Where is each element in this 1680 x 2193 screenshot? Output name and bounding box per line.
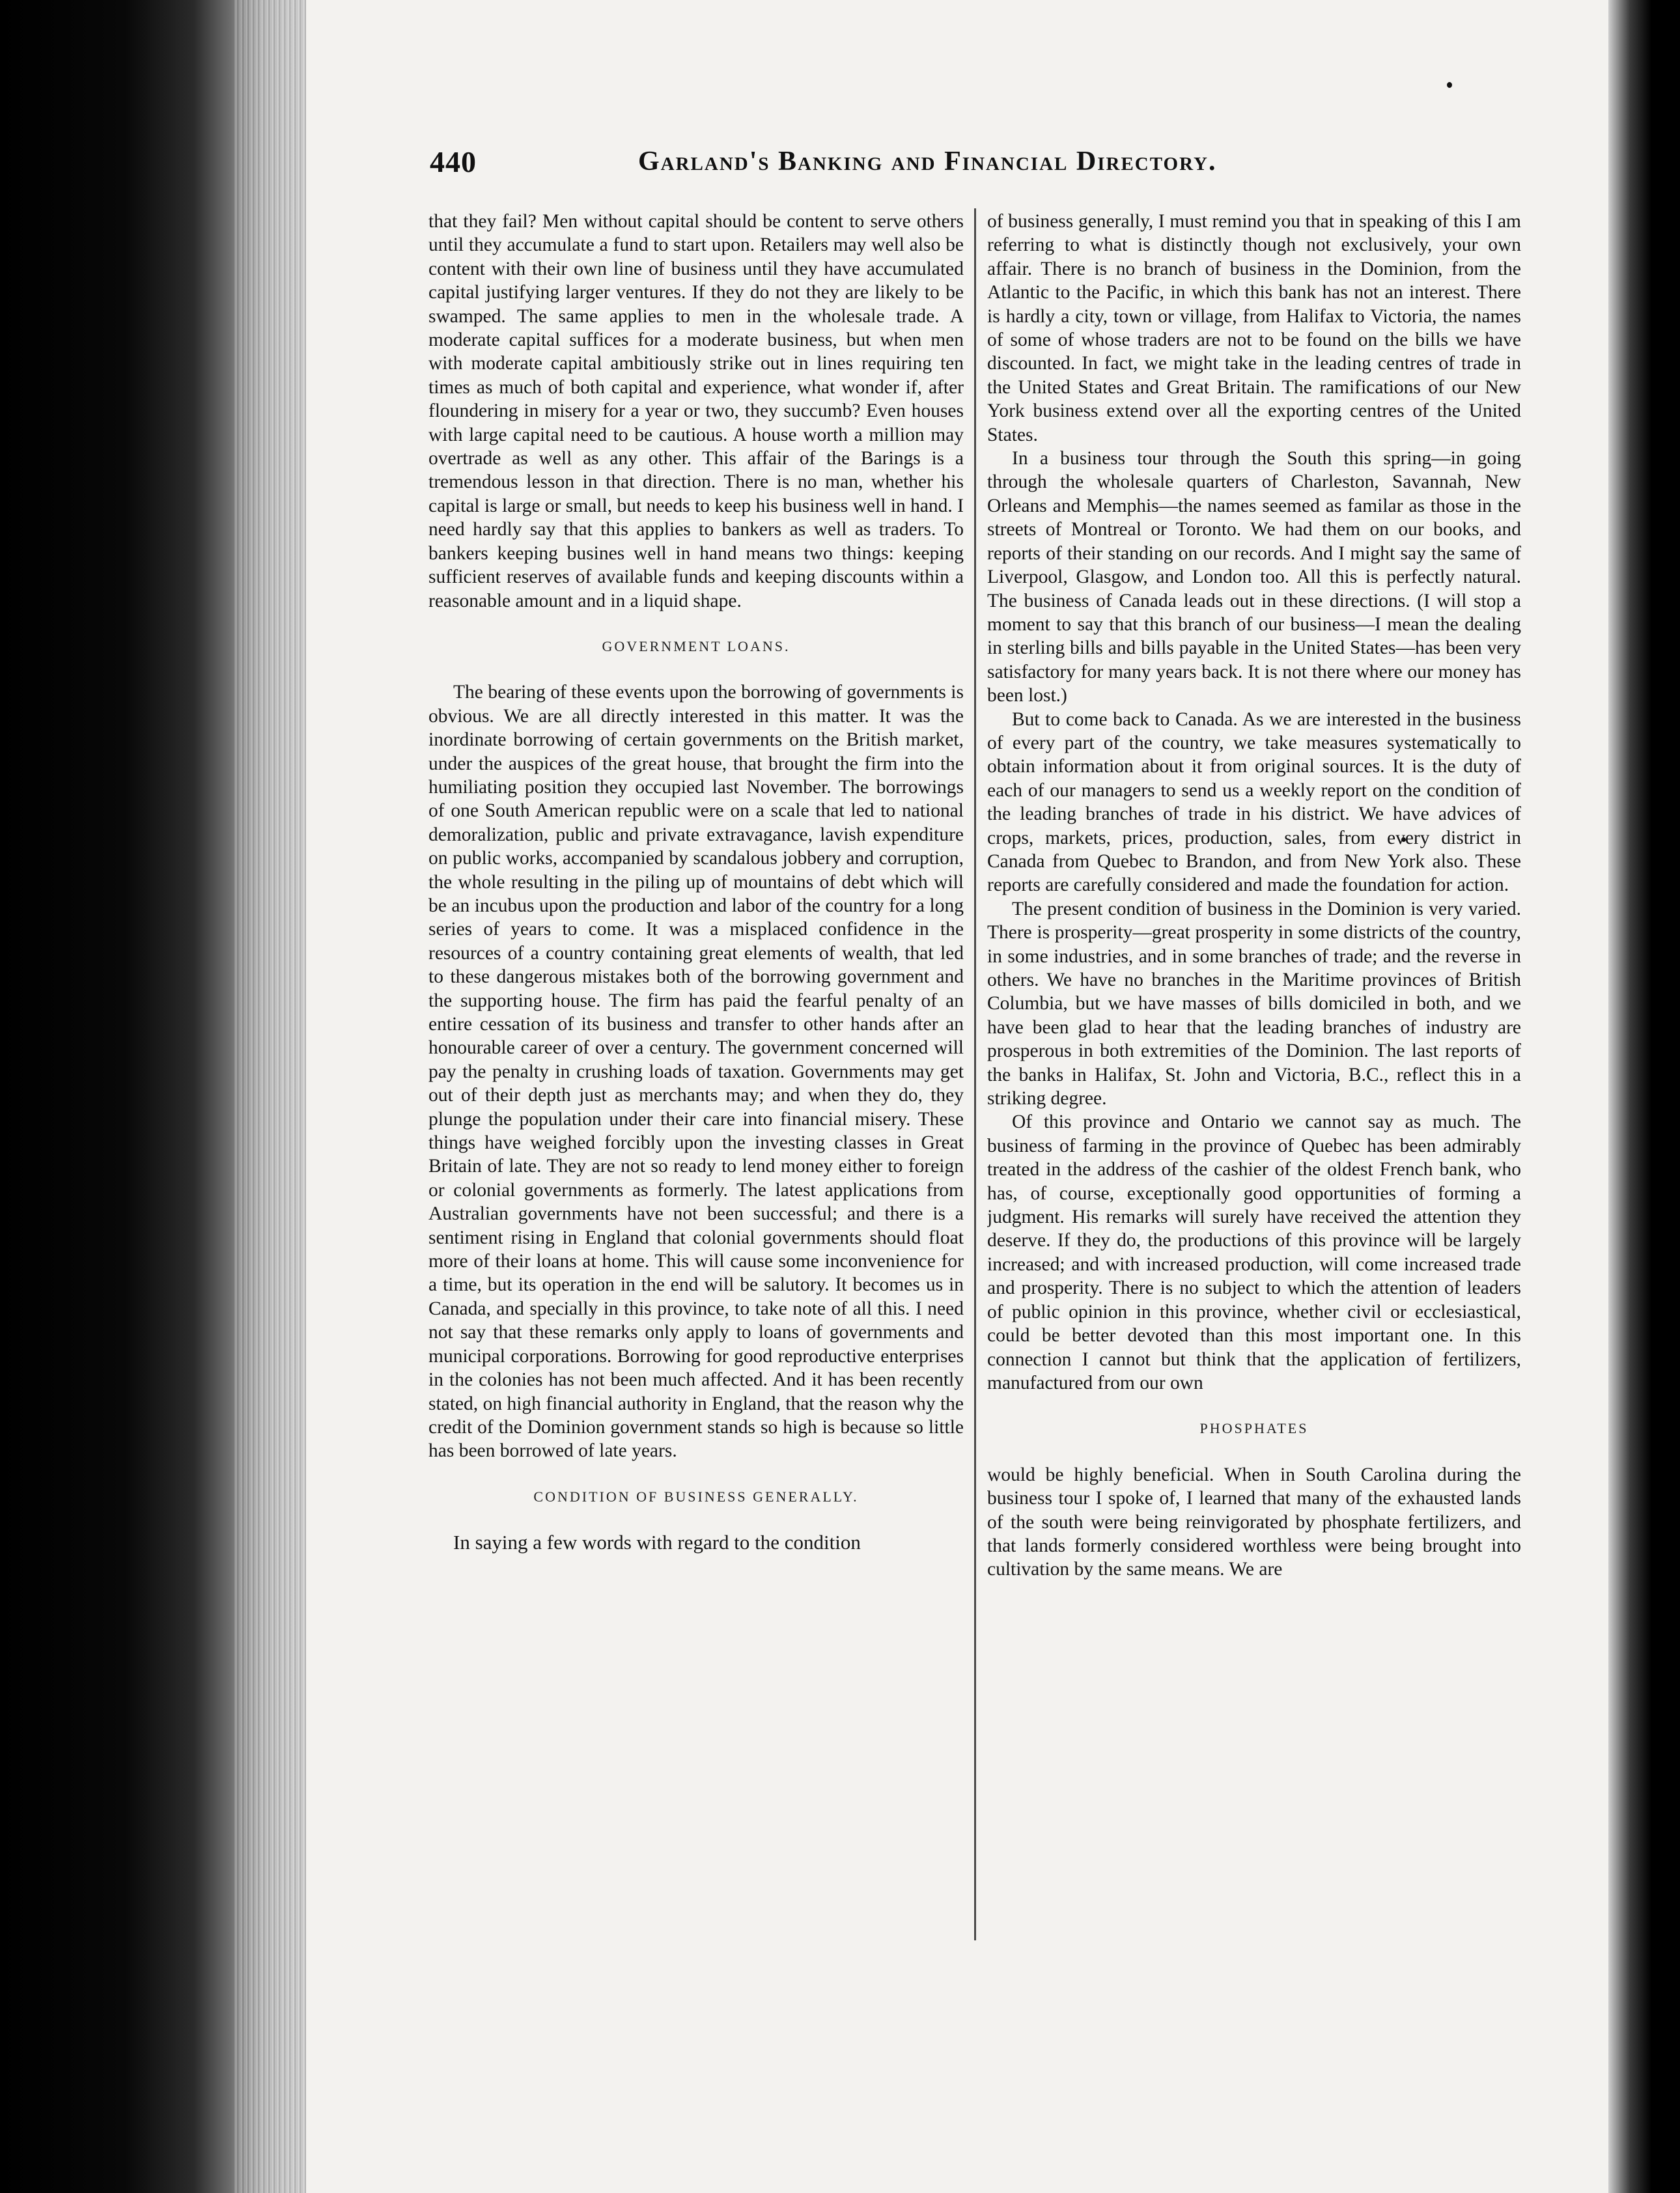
paragraph: In saying a few words with regard to the condition xyxy=(453,1531,861,1554)
running-title: Garland's Banking and Financial Directory. xyxy=(638,147,1217,176)
right-column xyxy=(987,210,1521,1942)
paragraph: But to come back to Canada. As we are interested in the business of every part of the country, we take measures systematically to obtain information about it from original sources. It is the duty of each of our managers to send us a weekly report on the condition of the leading branches of trade in his district. We have advices of crops, markets, prices, production, sales, from every district in Canada from Quebec to Brandon, and from New York also. These reports are carefully considered and made the foundation for action. xyxy=(987,708,1521,896)
ink-speck xyxy=(1447,82,1452,88)
left-column xyxy=(428,210,964,1942)
paragraph: Of this province and Ontario we cannot say as much. The business of farming in the province of Quebec has been admirably treated in the address of the cashier of the oldest French bank, who has, of course, exceptionally good opportunities of forming a judgment. His remarks will surely have received the attention they deserve. If they do, the productions of this province will be largely increased; and with increased production, will come increased trade and prosperity. There is no subject to which the attention of leaders of public opinion in this province, whether civil or ecclesiastical, could be better devoted than this most important one. In this connection I cannot but think that the application of fertilizers, manufactured from our own xyxy=(987,1111,1521,1393)
page-edges xyxy=(234,0,306,2193)
section-heading: CONDITION OF BUSINESS GENERALLY. xyxy=(533,1488,859,1505)
paragraph: The present condition of business in the Dominion is very varied. There is prosperity—great prosperity in some districts of the country, in some industries, and in some branches of trade; and the reverse in others. We have no branches in the Maritime provinces of British Columbia, but we have masses of bills domiciled in both, and we have been glad to hear that the leading branches of industry are prosperous in both extremities of the Dominion. The last reports of the banks in Halifax, St. John and Victoria, B.C., reflect this in a striking degree. xyxy=(987,898,1521,1110)
section-heading: GOVERNMENT LOANS. xyxy=(602,637,791,654)
right-margin-shadow xyxy=(1608,0,1680,2193)
paragraph: In a business tour through the South this spring—in going through the wholesale quarters of Charleston, Savannah, New Orleans and Memphis—the names seemed as familar as those in the streets of Montreal or Toronto. We had them on our books, and reports of their standing on our records. And I might say the same of Liverpool, Glasgow, and London too. All this is perfectly natural. The business of Canada leads out in these directions. (I will stop a moment to say that this branch of our business—I mean the dealing in sterling bills and bills payable in the United States—has been very satisfactory for many years back. It is not there where our money has been lost.) xyxy=(987,448,1521,706)
section-heading: PHOSPHATES xyxy=(1199,1420,1309,1437)
paragraph: would be highly beneficial. When in South Carolina during the business tour I spoke of, I learned that many of the exhausted lands of the south were being reinvigorated by phosphate fertilizers, and that lands formerly considered worthless were being brought into cultivation by the same means. We are xyxy=(987,1464,1521,1580)
paragraph: of business generally, I must remind you that in speaking of this I am referring to what is distinctly though not exclusively, your own affair. There is no branch of business in the Dominion, from the Atlantic to the Pacific, in which this bank has not an interest. There is hardly a city, town or village, from Halifax to Victoria, the names of some of whose traders are not to be found on the bills we have discounted. In fact, we might take in the leading centres of trade in the United States and Great Britain. The ramifications of our New York business extend over all the exporting centres of the United States. xyxy=(987,211,1521,445)
paragraph: that they fail? Men without capital should be content to serve others until they accumulate a fund to start upon. Retailers may well also be content with their own line of business until they have accumulated capital justifying larger ventures. If they do not they are likely to be swamped. The same applies to men in the wholesale trade. A moderate capital suffices for a moderate business, but when men with moderate capital ambitiously strike out in lines requiring ten times as much of both capital and experience, what wonder if, after floundering in misery for a year or two, they succumb? Even houses with large capital need to be cautious. A house worth a million may overtrade as well as any other. This affair of the Barings is a tremendous lesson in that direction. There is no man, whether his capital is large or small, but needs to keep his business well in hand. I need hardly say that this applies to bankers as well as traders. To bankers keeping busines well in hand means two things: keeping sufficient reserves of available funds and keeping discounts within a reasonable amount and in a liquid shape. xyxy=(428,211,964,611)
running-head xyxy=(430,145,1367,190)
paragraph: The bearing of these events upon the borrowing of governments is obvious. We are all directly interested in this matter. It was the inordinate borrowing of certain governments on the British market, under the auspices of the great house, that brought the firm into the humiliating position they occupied last November. The borrowings of one South American republic were on a scale that led to national demoralization, public and private extravagance, lavish expenditure on public works, accompanied by scandalous jobbery and corruption, the whole resulting in the piling up of mountains of debt which will be an incubus upon the production and labor of the country for a long series of years to come. It was a misplaced confidence in the resources of a country containing great elements of wealth, that led to these dangerous mistakes both of the borrowing government and the supporting house. The firm has paid the fearful penalty of an entire cessation of its business and transfer to other hands after an honourable career of over a century. The government concerned will pay the penalty in crushing loads of taxation. Governments may get out of their depth just as merchants may; and when they do, they plunge the population under their care into financial misery. These things have weighed forcibly upon the investing classes in Great Britain of late. They are not so ready to lend money either to foreign or colonial governments as formerly. The latest applications from Australian governments have not been successful; and there is a sentiment rising in England that colonial governments should float more of their loans at home. This will cause some inconvenience for a time, but its operation in the end will be salutory. It becomes us in Canada, and specially in this province, to take note of all this. I need not say that these remarks only apply to loans of governments and municipal corporations. Borrowing for good reproductive enterprises in the colonies has not been much affected. And it has been recently stated, on high financial authority in England, that the reason why the credit of the Dominion government stands so high is because so little has been borrowed of late years. xyxy=(428,682,964,1462)
column-rule xyxy=(974,208,976,1940)
page-number: 440 xyxy=(430,145,477,178)
